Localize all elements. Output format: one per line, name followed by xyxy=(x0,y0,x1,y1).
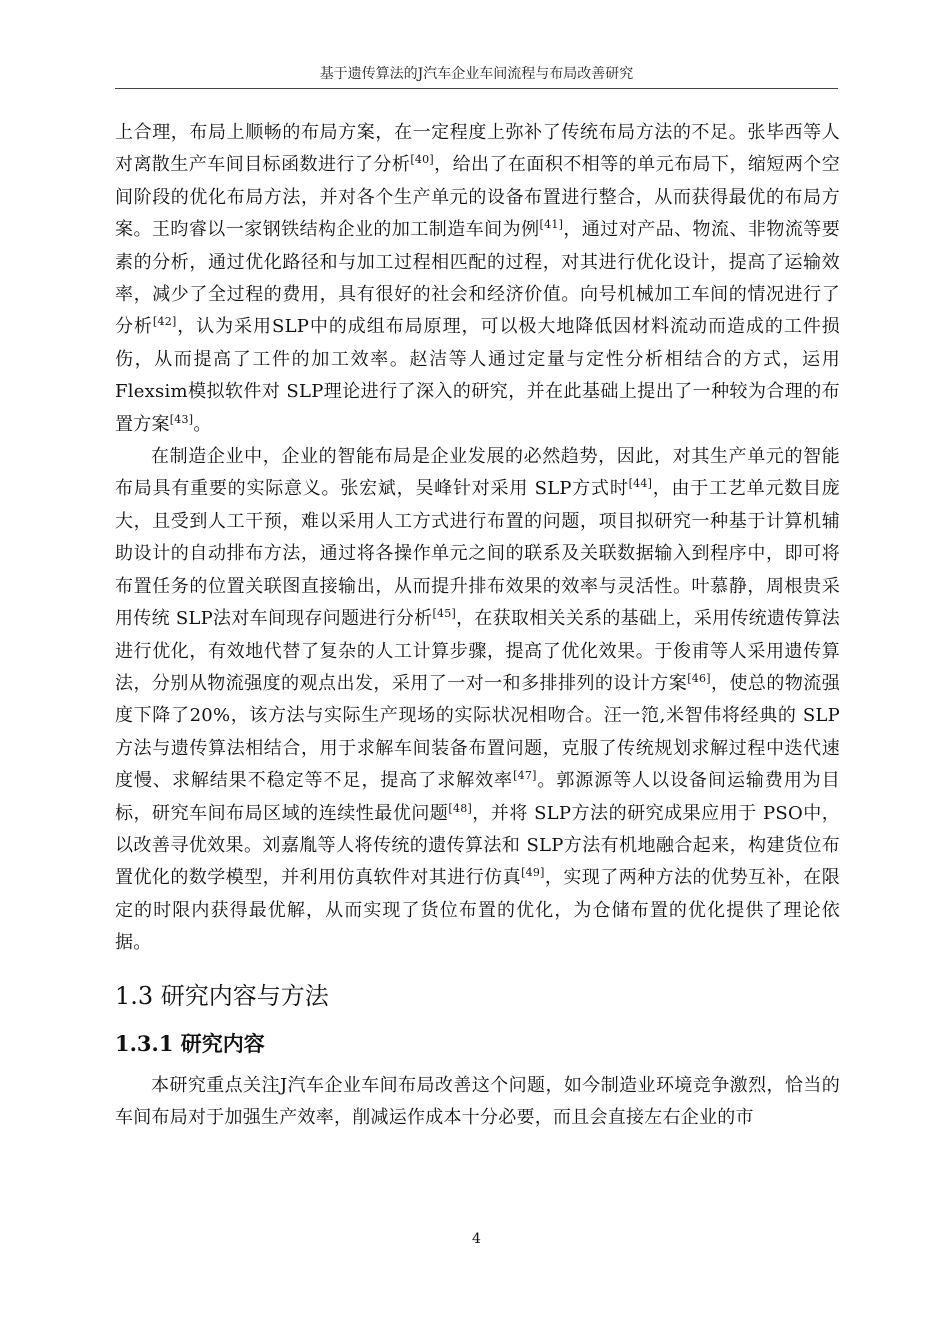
citation-ref: [49] xyxy=(521,866,545,880)
section-heading: 1.3 研究内容与方法 xyxy=(115,981,329,1010)
text-run: ，通过对产品、物流、非物流等要素的分析，通过优化路径和与加工过程相匹配的过程，对其进行优化设计，提高了运输效率，减少了全过程的费用，具有很好的社会和经济价值。向号机械加工车间的情况进行了分析 xyxy=(115,219,841,338)
text-run: ，认为采用SLP中的成组布局原理，可以极大地降低因材料流动而造成的工件损伤，从而提高了工件的加工效率。赵洁等人通过定量与定性分析相结合的方式，运用Flexsim模拟软件对 SLP理论进行了深入的研究，并在此基础上提出了一种较为合理的布置方案 xyxy=(115,316,840,435)
citation-ref: [42] xyxy=(152,315,177,329)
text-run: ，在获取相关关系的基础上，采用传统遗传算法进行优化，有效地代替了复杂的人工计算步骤，提高了优化效果。于俊甫等人采用遗传算法，分别从物流强度的观点出发，采用了一对一和多排排列的设计方案 xyxy=(115,608,841,694)
text-run: 在制造企业中，企业的智能布局是企业发展的必然趋势，因此，对其生产单元的智能布局具有重要的实际意义。张宏斌，吴峰针对采用 SLP方式时 xyxy=(115,446,840,500)
paragraph xyxy=(115,1070,840,1135)
citation-ref: [46] xyxy=(687,671,711,685)
header-rule xyxy=(115,88,838,89)
citation-ref: [48] xyxy=(448,801,473,815)
running-header: 基于遗传算法的J汽车企业车间流程与布局改善研究 xyxy=(319,66,634,82)
citation-ref: [40] xyxy=(410,153,434,167)
citation-ref: [47] xyxy=(513,769,537,783)
body-text xyxy=(115,117,840,1134)
text-run: ，给出了在面积不相等的单元布局下，缩短两个空间阶段的优化布局方法，并对各个生产单元的设备布置进行整合，从而获得最优的布局方案。王昀睿以一家钢铁结构企业的加工制造车间为例 xyxy=(115,154,840,241)
citation-ref: [44] xyxy=(628,477,653,491)
text-run: ，使总的物流强度下降了20%，该方法与实际生产现场的实际状况相吻合。汪一笵,米智伟将经典的 SLP方法与遗传算法相结合，用于求解车间装备布置问题，克服了传统规划求解过程中迭代速度慢、求解结果不稳定等不足，提高了求解效率 xyxy=(115,672,841,792)
text-run: 。 xyxy=(193,413,212,435)
subsection-heading: 1.3.1 研究内容 xyxy=(115,1030,265,1056)
citation-ref: [41] xyxy=(539,218,564,232)
text-run: 。郭源源等人以设备间运输费用为目标，研究车间布局区域的连续性最优问题 xyxy=(115,770,840,824)
text-run: 本研究重点关注J汽车企业车间布局改善这个问题，如今制造业环境竞争激烈，恰当的车间布局对于加强生产效率，削减运作成本十分必要，而且会直接左右企业的市 xyxy=(115,1074,840,1128)
citation-ref: [45] xyxy=(432,607,457,621)
text-run: 上合理，布局上顺畅的布局方案，在一定程度上弥补了传统布局方法的不足。张毕西等人对离散生产车间目标函数进行了分析 xyxy=(115,122,840,176)
text-run: ，并将 SLP方法的研究成果应用于 PSO中，以改善寻优效果。刘嘉胤等人将传统的遗传算法和 SLP方法有机地融合起来，构建货位布置优化的数学模型，并利用仿真软件对其进行仿真 xyxy=(115,802,840,889)
citation-ref: [43] xyxy=(169,412,194,426)
text-run: ，实现了两种方法的优势互补，在限定的时限内获得最优解，从而实现了货位布置的优化，为仓储布置的优化提供了理论依据。 xyxy=(115,867,840,954)
paragraph xyxy=(115,117,840,441)
text-run: ，由于工艺单元数目庞大，且受到人工干预，难以采用人工方式进行布置的问题，项目拟研究一种基于计算机辅助设计的自动排布方法，通过将各操作单元之间的联系及关联数据输入到程序中，即可将布置任务的位置关联图直接输出，从而提升排布效果的效率与灵活性。叶慕静，周根贵采用传统 SLP法对车间现存问题进行分析 xyxy=(115,478,840,630)
paragraph xyxy=(115,441,840,960)
page-number: 4 xyxy=(472,1231,481,1247)
